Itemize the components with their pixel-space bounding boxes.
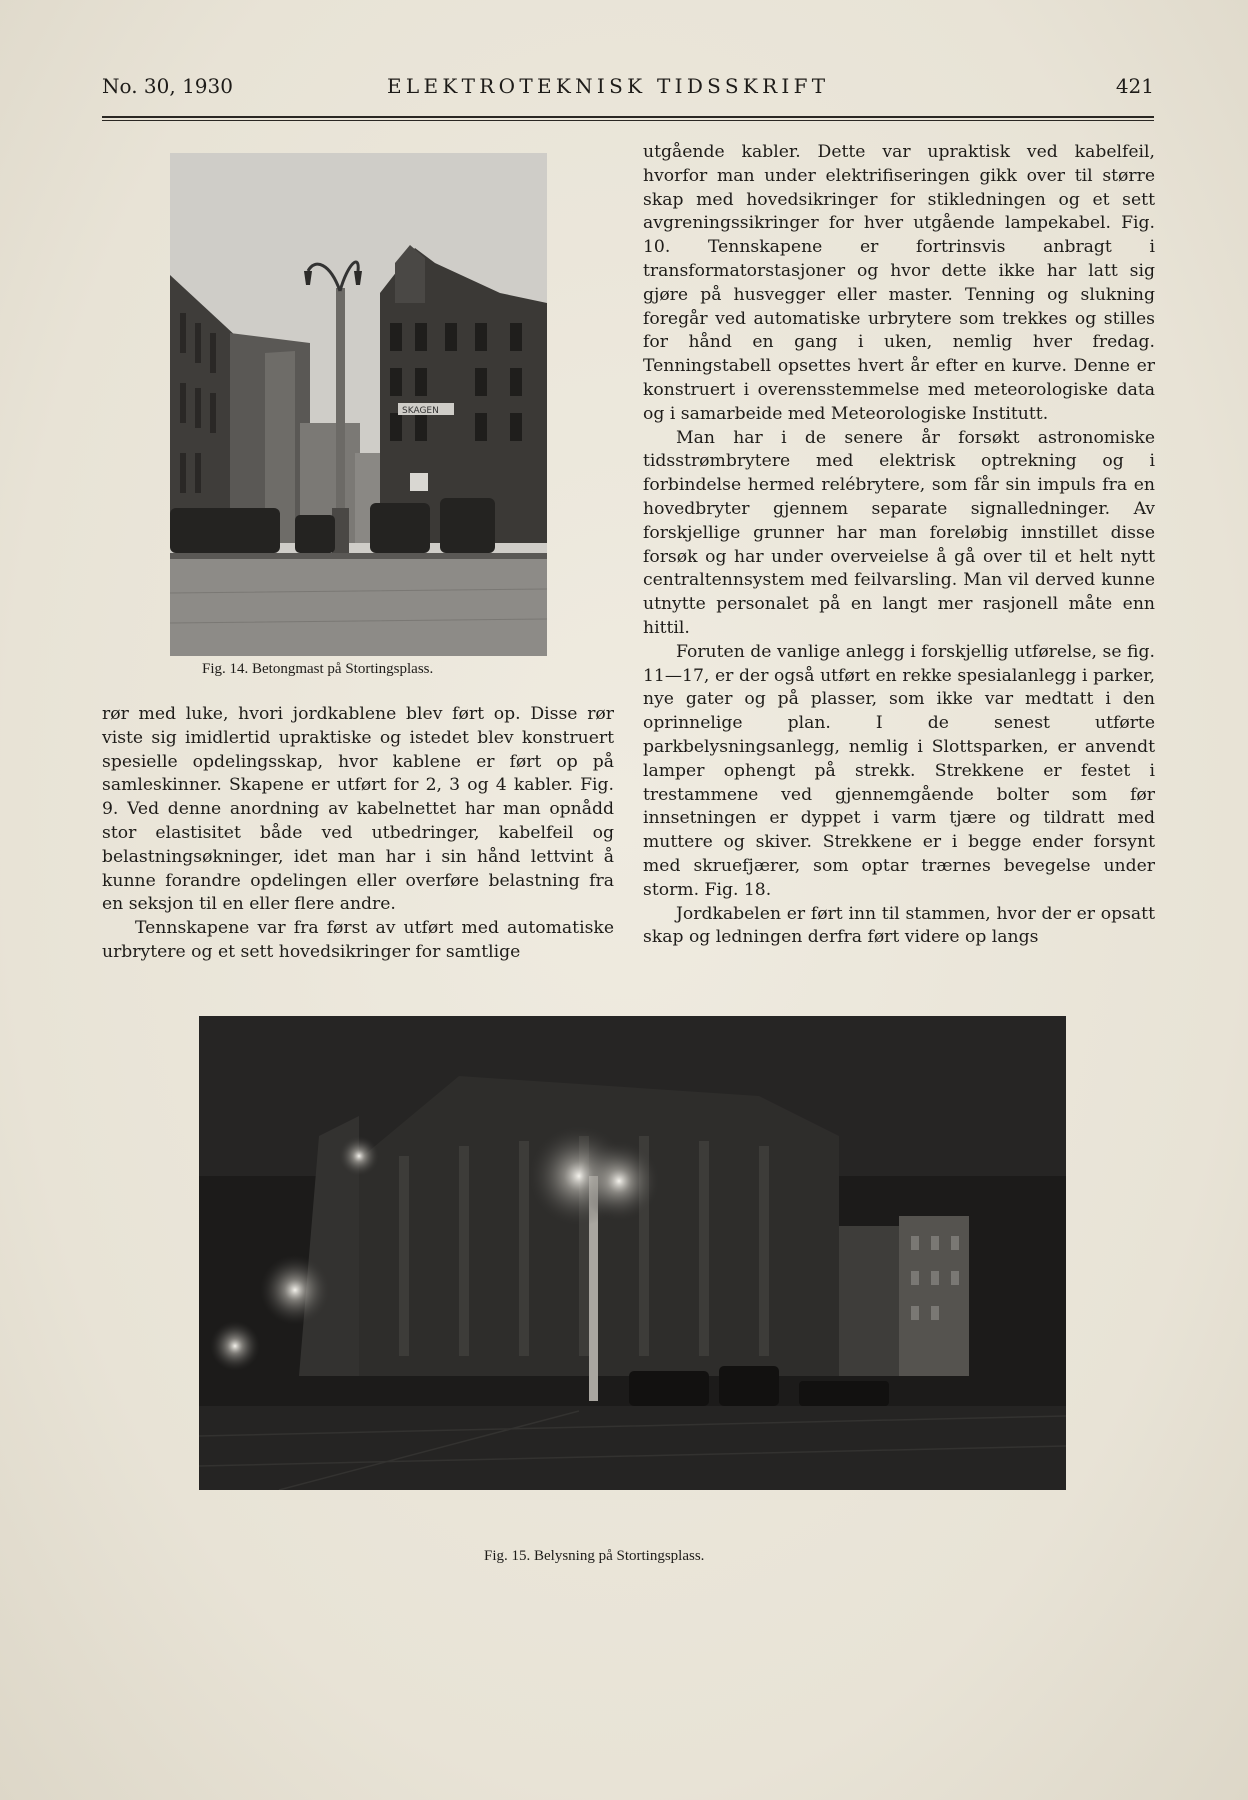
photo-night-lighting — [199, 1016, 1066, 1490]
shop-sign: SKAGEN — [402, 406, 439, 416]
journal-title: ELEKTROTEKNISK TIDSSKRIFT — [387, 74, 830, 98]
photo-night-lighting-drawing — [199, 1016, 1066, 1490]
right-text-column — [643, 141, 1155, 950]
photo-betongmast — [170, 153, 547, 656]
figure-15-caption: Fig. 15. Belysning på Stortingsplass. — [484, 1548, 705, 1564]
photo-betongmast-drawing — [170, 153, 547, 656]
left-paragraph-2: Tennskapene var fra først av utført med automatiske urbrytere og et sett hovedsikringer for samtlige — [102, 918, 614, 962]
issue-number: No. 30, 1930 — [102, 74, 233, 98]
right-paragraph-3: Foruten de vanlige anlegg i forskjellig utførelse, se fig. 11—17, er der også utført en rekke spesialanlegg i parker, nye gater og på plasser, som ikke var medtatt i den oprinnelige plan. I de senest utførte parkbelysningsanlegg, nemlig i Slottsparken, er anvendt lamper ophengt på strekk. Strekkene er festet i trestammene ved gjennemgående bolter som før innsetningen er dyppet i varm tjære og tildratt med muttere og skiver. Strekkene er i begge ender forsynt med skruefjærer, som optar trærnes bevegelse under storm. Fig. 18. — [643, 641, 1155, 900]
header-rule-thin — [102, 120, 1154, 121]
right-paragraph-2: Man har i de senere år forsøkt astronomiske tidsstrømbrytere med elektrisk optrekning og i forbindelse hermed relébrytere, som får sin impuls fra en hovedbryter gjennem separate signalledninger. Av forskjellige grunner har man foreløbig innstillet disse forsøk og har under overveielse å gå over til et helt nytt centraltennsystem med feilvarsling. Man vil derved kunne utnytte personalet på en langt mer rasjonell måte enn hittil. — [643, 427, 1155, 638]
figure-14-caption: Fig. 14. Betongmast på Stortingsplass. — [202, 661, 434, 677]
right-paragraph-4: Jordkabelen er ført inn til stammen, hvor der er opsatt skap og ledningen derfra ført videre op langs — [643, 903, 1155, 948]
left-text-column — [102, 703, 614, 965]
header-rule — [102, 116, 1154, 118]
left-paragraph-1: rør med luke, hvori jordkablene blev ført op. Disse rør viste sig imidlertid upraktiske og istedet blev konstruert spesielle opdelingsskap, hvor kablene er ført op på samleskinner. Skapene er utført for 2, 3 og 4 kabler. Fig. 9. Ved denne anordning av kabelnettet har man opnådd stor elastisitet både ved utbedringer, kabelfeil og belastningsøkninger, idet man har i sin hånd lettvint å kunne forandre opdelingen eller overføre belastning fra en seksjon til en eller flere andre. — [102, 704, 614, 915]
page-number: 421 — [1115, 74, 1154, 98]
right-paragraph-1: utgående kabler. Dette var upraktisk ved kabelfeil, hvorfor man under elektrifiseringen gikk over til større skap med hovedsikringer for stikledningen og et sett avgreningssikringer for hver utgående lampekabel. Fig. 10. Tennskapene er fortrinsvis anbragt i transformatorstasjoner og hvor dette ikke har latt sig gjøre på husvegger eller master. Tenning og slukning foregår ved automatiske urbrytere som trekkes og stilles for hånd en gang i uken, nemlig hver fredag. Tenningstabell opsettes hvert år efter en kurve. Denne er konstruert i overensstemmelse med meteorologiske data og i samarbeide med Meteorologiske Institutt. — [643, 142, 1155, 424]
